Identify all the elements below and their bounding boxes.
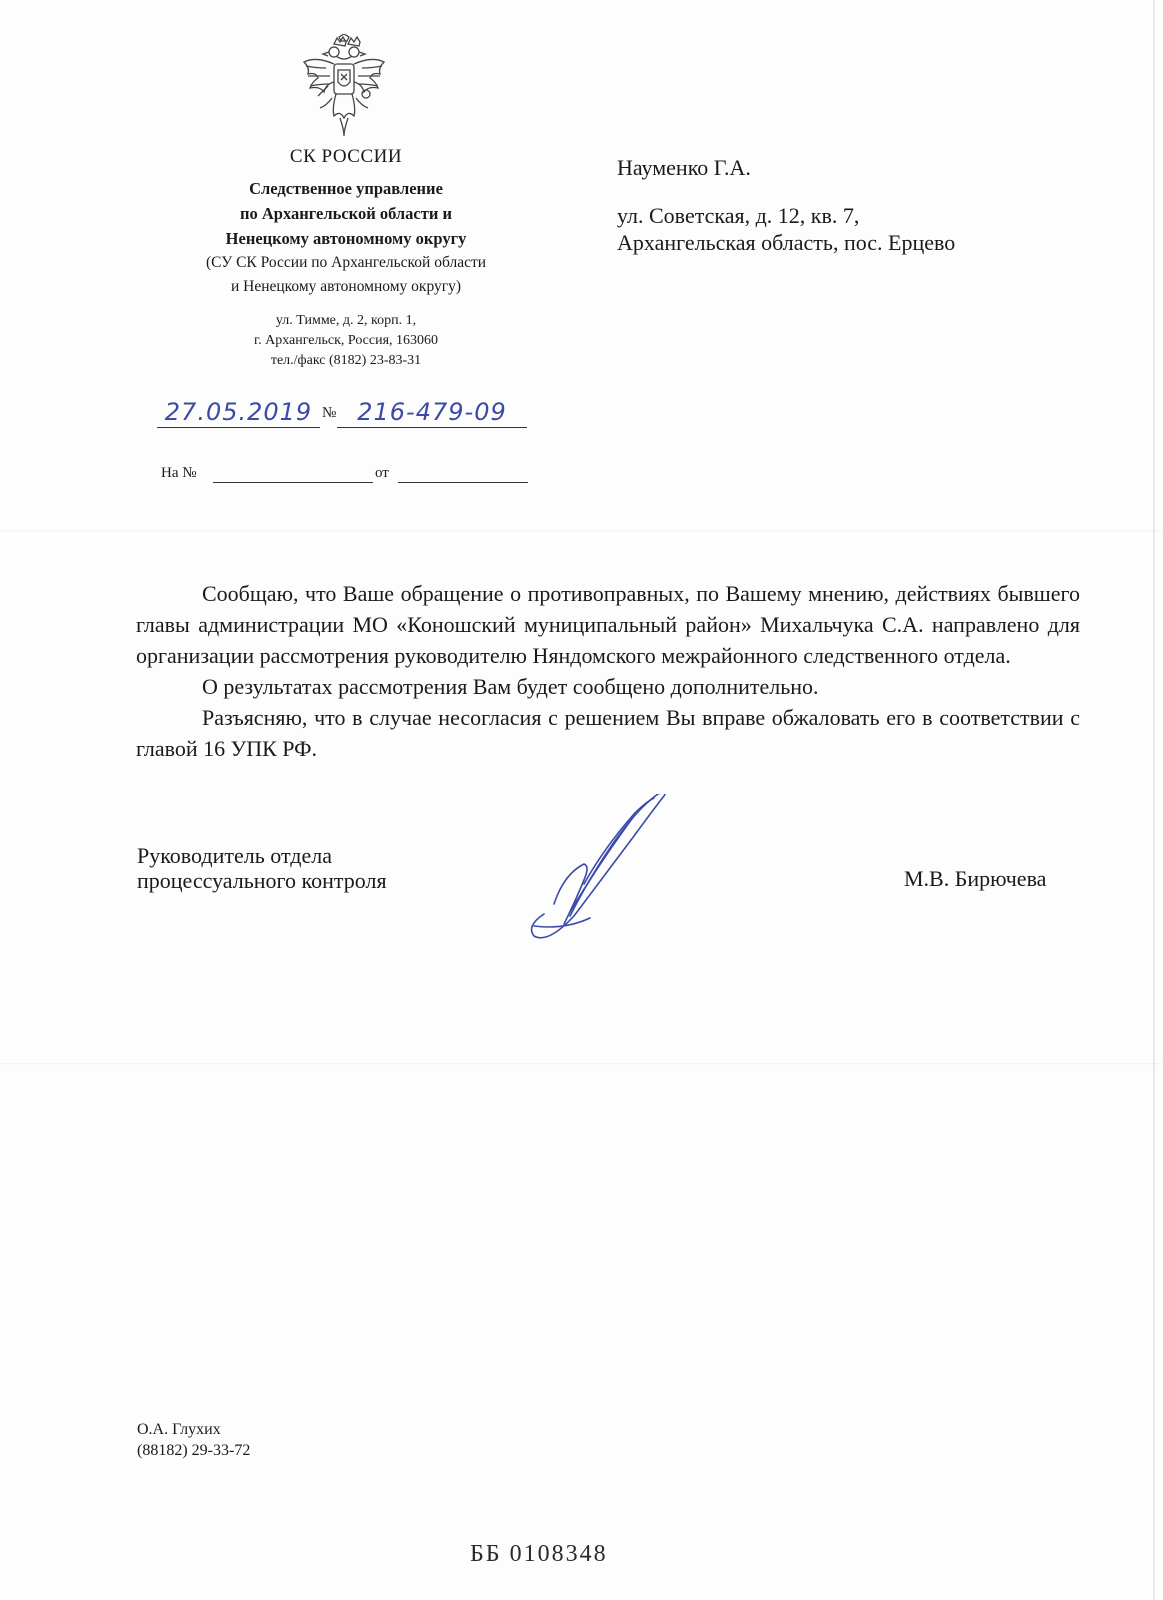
recipient-address-line: ул. Советская, д. 12, кв. 7,: [617, 203, 860, 228]
org-address-line: г. Архангельск, Россия, 163060: [253, 333, 439, 348]
org-name-line: Ненецкому автономному округу: [225, 229, 467, 248]
org-address-line: ул. Тимме, д. 2, корп. 1,: [275, 313, 417, 328]
handwritten-signature-icon: [524, 794, 684, 944]
registration-line: [157, 397, 529, 429]
paper-fold-line: [0, 1063, 1163, 1065]
body-paragraph: О результатах рассмотрения Вам будет сообщено дополнительно.: [202, 674, 819, 699]
body-paragraph: Разъясняю, что в случае несогласия с решением Вы вправе обжаловать его в соответствии с главой 16 УПК РФ.: [136, 705, 1080, 761]
registration-number-label: №: [322, 405, 337, 421]
reference-date-label: от: [375, 465, 389, 481]
form-serial-number: ББ 0108348: [470, 1541, 608, 1567]
recipient-name: Науменко Г.А.: [617, 155, 751, 180]
letter-body: [136, 578, 1080, 764]
executor-block: [137, 1419, 250, 1461]
org-short-name: [168, 251, 524, 299]
recipient-address-line: Архангельская область, пос. Ерцево: [617, 230, 956, 255]
recipient-address: [617, 202, 1137, 256]
paper-fold-line: [0, 530, 1163, 532]
org-name: [168, 176, 524, 251]
reference-line: [161, 465, 531, 485]
org-name-line: по Архангельской области и: [239, 204, 452, 223]
recipient-block: [617, 154, 1137, 256]
reference-date-blank: [398, 482, 528, 483]
signer-name: М.В. Бирючева: [904, 866, 1047, 891]
executor-name: О.А. Глухих: [137, 1421, 221, 1438]
registration-number: 216-479-09: [337, 397, 527, 428]
org-title: СК РОССИИ: [289, 146, 403, 167]
reference-number-blank: [213, 482, 373, 483]
executor-phone: (88182) 29-33-72: [137, 1442, 251, 1459]
org-address-line: тел./факс (8182) 23-83-31: [270, 353, 422, 368]
reference-number-label: На №: [161, 465, 197, 481]
paper-edge: [1153, 0, 1155, 1600]
signer-position-line: процессуального контроля: [137, 868, 387, 893]
org-short-line: и Ненецкому автономному округу): [230, 278, 462, 295]
signer-position: [137, 843, 387, 893]
russian-eagle-emblem-icon: [296, 34, 392, 138]
registration-date: 27.05.2019: [157, 397, 320, 428]
org-short-line: (СУ СК России по Архангельской области: [205, 254, 487, 271]
org-name-line: Следственное управление: [249, 179, 443, 198]
body-paragraph: Сообщаю, что Ваше обращение о противоправных, по Вашему мнению, действиях бывшего главы администрации МО «Коношский муниципальный район» Михальчука С.А. направлено для организации рассмотрения руководителю Няндомского межрайонного следственного отдела.: [136, 581, 1080, 668]
letterhead: [168, 146, 524, 371]
signer-position-line: Руководитель отдела: [137, 843, 333, 868]
org-address: [168, 311, 524, 371]
